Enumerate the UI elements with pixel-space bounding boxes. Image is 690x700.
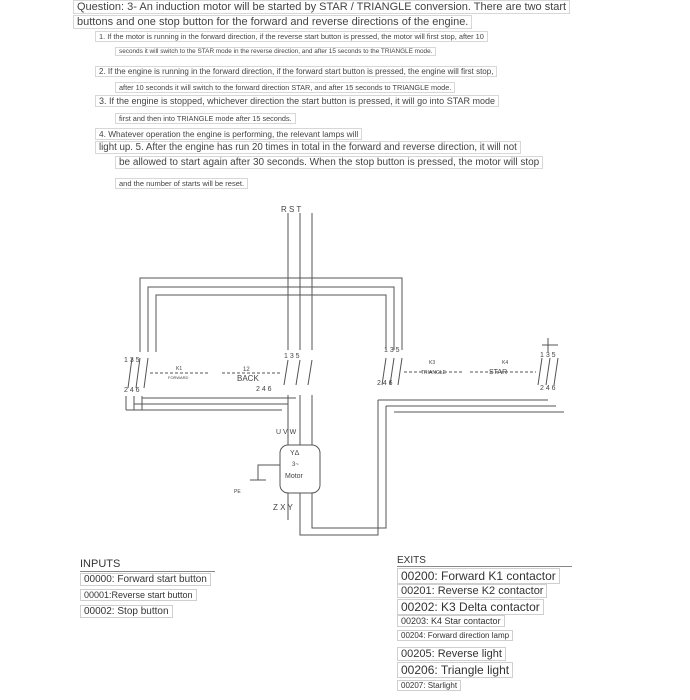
k1-bottom-terminals: 2 4 6 (124, 387, 140, 394)
k3-label: K3 (429, 360, 436, 366)
k1-label: K1 (176, 366, 183, 372)
exit-00206: 00206: Triangle light (397, 662, 513, 678)
k2-bottom-terminals: 2 4 6 (256, 386, 272, 393)
inputs-title: INPUTS (80, 558, 121, 570)
exits-title: EXITS (397, 555, 426, 566)
input-reverse-start: 00001:Reverse start button (80, 589, 197, 601)
motor-symbol: YΔ (290, 450, 300, 457)
question-item-1: 1. If the motor is running in the forward direction, if the reverse start button is pressed, the motor will first stop, after 10 (95, 31, 488, 42)
question-item-2: 2. If the engine is running in the forward direction, if the forward start button is pressed, the engine will first stop, (95, 66, 497, 77)
k2-name: BACK (237, 374, 259, 383)
exit-00207: 00207: Starlight (397, 680, 461, 691)
exits-divider (397, 566, 572, 567)
question-item-3: 3. If the engine is stopped, whichever direction the start button is pressed, it will go into STAR mode (95, 95, 499, 107)
k3-name: TRIANGLE (421, 370, 447, 376)
input-stop: 00002: Stop button (80, 605, 173, 618)
k3-top-terminals: 1 3 5 (384, 347, 400, 354)
question-line-1: Question: 3- An induction motor will be started by STAR / TRIANGLE conversion. There are two start (73, 0, 570, 14)
k2-label: 12 (243, 367, 250, 373)
question-item-4: 4. Whatever operation the engine is performing, the relevant lamps will (95, 128, 362, 140)
motor-label: Motor (285, 473, 303, 480)
k2-top-terminals: 1 3 5 (284, 353, 300, 360)
k4-label: K4 (502, 360, 509, 366)
exit-00200: 00200: Forward K1 contactor (397, 568, 560, 584)
exit-00203: 00203: K4 Star contactor (397, 615, 505, 627)
question-item-1-cont: seconds it will switch to the STAR mode in the reverse direction, and after 15 seconds to the TRIANGLE mode. (115, 47, 436, 56)
motor-top-terminals: U V W (276, 429, 297, 436)
k4-top-terminals: 1 3 5 (540, 352, 556, 359)
question-item-2-cont: after 10 seconds it will switch to the forward direction STAR, and after 15 seconds to TRIANGLE mode. (115, 82, 455, 93)
question-line-2: buttons and one stop button for the forward and reverse directions of the engine. (73, 15, 472, 29)
exit-00205: 00205: Reverse light (397, 647, 506, 661)
question-item-5: light up. 5. After the engine has run 20 times in total in the forward and reverse direction, it will not (95, 141, 521, 154)
k4-name: STAR (489, 369, 508, 376)
k3-bottom-terminals: 2 4 6 (377, 380, 393, 387)
question-item-5-cont: be allowed to start again after 30 seconds. When the stop button is pressed, the motor will stop (115, 156, 543, 169)
input-forward-start: 00000: Forward start button (80, 573, 211, 586)
motor-bottom-terminals: Z X Y (273, 503, 293, 512)
supply-label: R S T (281, 205, 302, 214)
question-item-3-cont: first and then into TRIANGLE mode after 15 seconds. (115, 113, 296, 124)
pe-label: PE (234, 489, 241, 495)
exit-00201: 00201: Reverse K2 contactor (397, 584, 547, 598)
exit-00202: 00202: K3 Delta contactor (397, 599, 544, 615)
k4-bottom-terminals: 2 4 6 (540, 385, 556, 392)
k1-top-terminals: 1 3 5 (124, 357, 140, 364)
exit-00204: 00204: Forward direction lamp (397, 630, 513, 641)
question-item-5-end: and the number of starts will be reset. (115, 178, 248, 189)
inputs-divider (80, 571, 215, 572)
k1-name: FORWARD (168, 375, 189, 380)
motor-phase: 3~ (292, 462, 299, 468)
